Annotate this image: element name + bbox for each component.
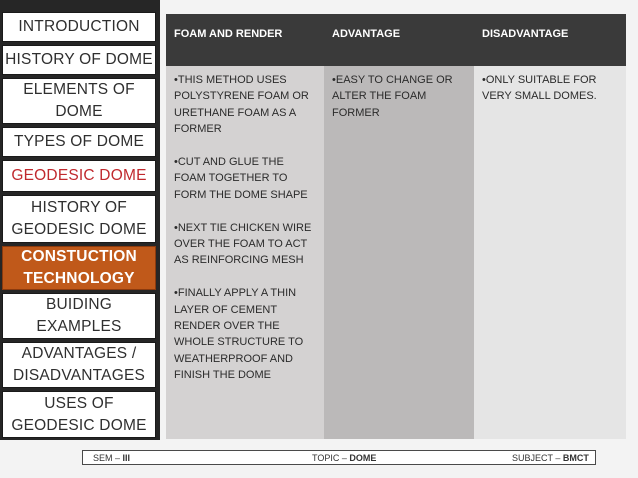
header-disadvantage: DISADVANTAGE [482, 28, 569, 40]
advantage-cell [324, 66, 474, 439]
footer-sem-label: SEM – [93, 453, 123, 463]
method-point: •THIS METHOD USES POLYSTYRENE FOAM OR URETHANE FOAM AS A FORMER [174, 74, 309, 136]
nav-item-types-of-dome[interactable]: TYPES OF DOME [2, 127, 156, 157]
nav-item-introduction[interactable]: INTRODUCTION [2, 12, 156, 42]
table-header-row [166, 14, 626, 66]
nav-item-history-of-dome[interactable]: HISTORY OF DOME [2, 45, 156, 75]
disadvantage-cell [474, 66, 626, 439]
method-point: •NEXT TIE CHICKEN WIRE OVER THE FOAM TO ACT AS REINFORCING MESH [174, 221, 312, 267]
footer-topic [312, 452, 376, 464]
footer-topic-label: TOPIC – [312, 453, 350, 463]
footer-subject [512, 452, 589, 464]
method-point: •FINALLY APPLY A THIN LAYER OF CEMENT RENDER OVER THE WHOLE STRUCTURE TO WEATHERPROOF AND FINISH THE DOME [174, 287, 304, 382]
nav-item-advantages-disadvantages[interactable]: ADVANTAGES / DISADVANTAGES [2, 342, 156, 388]
nav-item-building-examples[interactable]: BUIDING EXAMPLES [2, 293, 156, 339]
footer-semester [93, 452, 130, 464]
comparison-table [166, 14, 626, 439]
header-foam-and-render: FOAM AND RENDER [174, 28, 283, 40]
side-navigation [0, 0, 160, 440]
nav-item-uses-of-geodesic-dome[interactable]: USES OF GEODESIC DOME [2, 391, 156, 438]
advantage-point: •EASY TO CHANGE OR ALTER THE FOAM FORMER [332, 74, 453, 119]
footer-topic-value: DOME [349, 453, 377, 463]
disadvantage-point: •ONLY SUITABLE FOR VERY SMALL DOMES. [482, 74, 597, 103]
footer-sem-value: III [122, 453, 131, 463]
nav-item-elements-of-dome[interactable]: ELEMENTS OF DOME [2, 78, 156, 124]
header-advantage: ADVANTAGE [332, 28, 401, 40]
footer-subject-label: SUBJECT – [512, 453, 563, 463]
footer-bar [82, 450, 596, 465]
nav-item-history-of-geodesic-dome[interactable]: HISTORY OF GEODESIC DOME [2, 195, 156, 243]
footer-subject-value: BMCT [562, 453, 589, 463]
method-point: •CUT AND GLUE THE FOAM TOGETHER TO FORM THE DOME SHAPE [174, 156, 308, 201]
method-cell [166, 66, 324, 439]
nav-item-geodesic-dome[interactable]: GEODESIC DOME [2, 160, 156, 192]
nav-item-construction-technology[interactable]: CONSTUCTION TECHNOLOGY [2, 246, 156, 290]
